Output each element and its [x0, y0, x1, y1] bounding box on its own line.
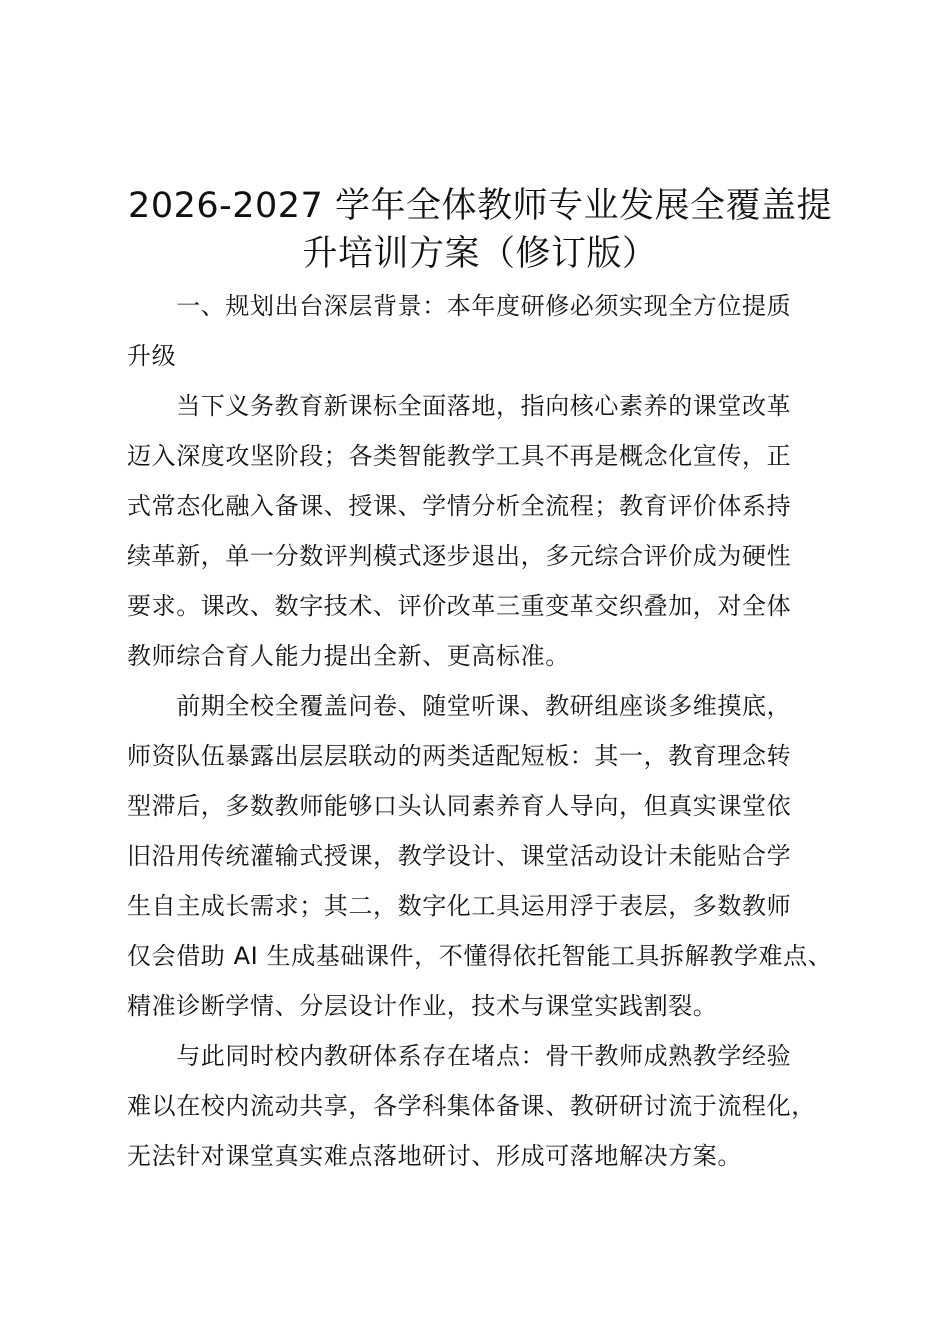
- paragraph-2-line-3: 型滞后，多数教师能够口头认同素养育人导向，但真实课堂依: [127, 792, 792, 820]
- document-title-line-2: 升培训方案（修订版）: [302, 234, 658, 274]
- section-heading-line-1: 一、规划出台深层背景：本年度研修必须实现全方位提质: [127, 292, 792, 320]
- paragraph-3-line-2: 难以在校内流动共享，各学科集体备课、教研研讨流于流程化，: [127, 1092, 816, 1120]
- paragraph-1-line-2: 迈入深度攻坚阶段；各类智能教学工具不再是概念化宣传，正: [127, 442, 792, 470]
- document-title-line-1: 2026-2027 学年全体教师专业发展全覆盖提: [128, 186, 832, 226]
- paragraph-1-line-1: 当下义务教育新课标全面落地，指向核心素养的课堂改革: [127, 392, 792, 420]
- paragraph-2-line-7: 精准诊断学情、分层设计作业，技术与课堂实践割裂。: [127, 992, 718, 1020]
- paragraph-1-line-6: 教师综合育人能力提出全新、更高标准。: [127, 642, 570, 670]
- paragraph-2-line-6: 仅会借助 AI 生成基础课件，不懂得依托智能工具拆解教学难点、: [127, 942, 833, 970]
- paragraph-2-line-4: 旧沿用传统灌输式授课，教学设计、课堂活动设计未能贴合学: [127, 842, 792, 870]
- paragraph-2-line-2: 师资队伍暴露出层层联动的两类适配短板：其一，教育理念转: [127, 742, 792, 770]
- paragraph-1-line-4: 续革新，单一分数评判模式逐步退出，多元综合评价成为硬性: [127, 542, 792, 570]
- section-heading-line-2: 升级: [127, 342, 177, 370]
- paragraph-2-line-1: 前期全校全覆盖问卷、随堂听课、教研组座谈多维摸底，: [127, 692, 792, 720]
- paragraph-3-line-1: 与此同时校内教研体系存在堵点：骨干教师成熟教学经验: [127, 1042, 792, 1070]
- paragraph-2-line-5: 生自主成长需求；其二，数字化工具运用浮于表层，多数教师: [127, 892, 792, 920]
- paragraph-3-line-3: 无法针对课堂真实难点落地研讨、形成可落地解决方案。: [127, 1142, 742, 1170]
- paragraph-1-line-3: 式常态化融入备课、授课、学情分析全流程；教育评价体系持: [127, 492, 792, 520]
- paragraph-1-line-5: 要求。课改、数字技术、评价改革三重变革交织叠加，对全体: [127, 592, 792, 620]
